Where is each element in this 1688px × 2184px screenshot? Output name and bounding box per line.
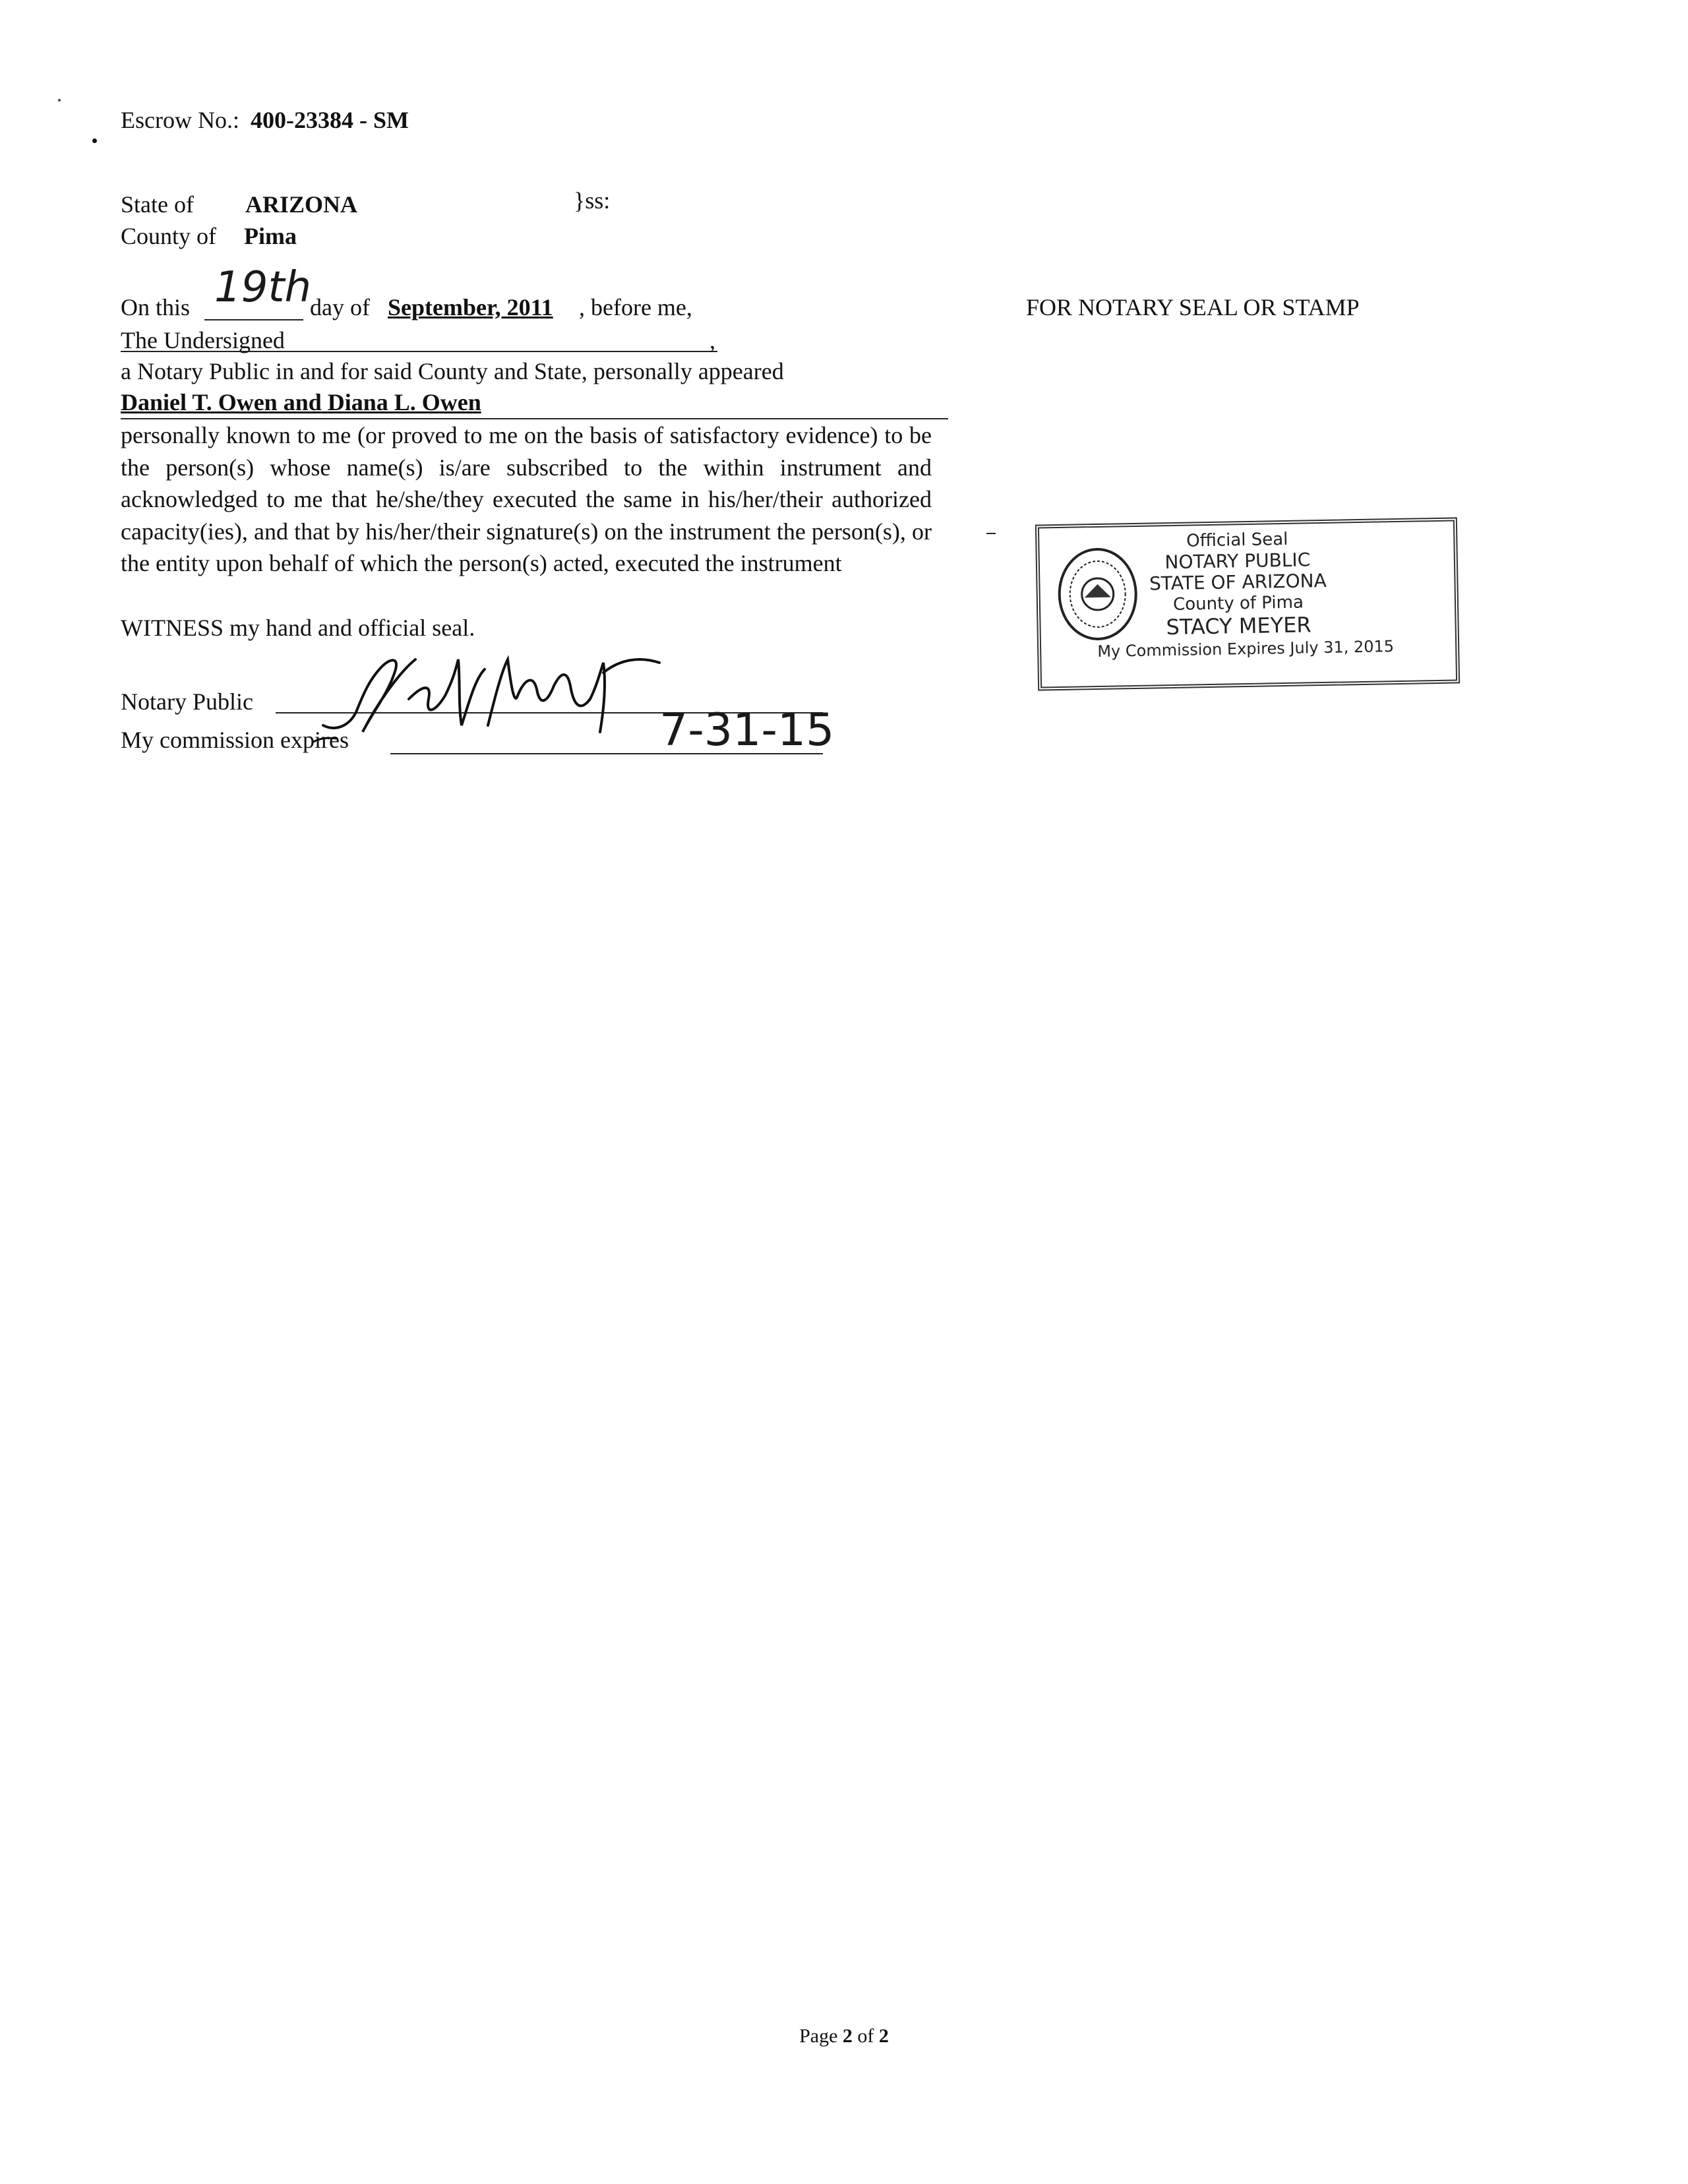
- stamp-line-4: County of Pima: [1172, 592, 1304, 615]
- page-of: of: [857, 2025, 874, 2047]
- commission-date: 7-31-15: [659, 704, 835, 756]
- page-label: Page: [799, 2025, 838, 2047]
- county-label: County of: [121, 223, 217, 249]
- stamp-line-3: STATE OF ARIZONA: [1149, 569, 1327, 595]
- stamp-line-1: Official Seal: [1186, 529, 1288, 551]
- officer-underline: [121, 351, 717, 352]
- commission-label: My commission expires: [121, 727, 349, 753]
- signers-names: Daniel T. Owen and Diana L. Owen: [121, 389, 481, 415]
- escrow-header: [121, 106, 409, 135]
- page-total: 2: [878, 2025, 889, 2047]
- notary-line: a Notary Public in and for said County and State, personally appeared: [121, 358, 784, 384]
- state-value: ARIZONA: [245, 191, 358, 218]
- scan-speck: [92, 138, 97, 143]
- seal-area-label: FOR NOTARY SEAL OR STAMP: [1026, 294, 1360, 320]
- stamp-line-2: NOTARY PUBLIC: [1164, 549, 1311, 574]
- stamp-line-6: My Commission Expires July 31, 2015: [1097, 637, 1395, 661]
- acknowledgment-body: personally known to me (or proved to me on the basis of satisfactory evidence) to be the person(s) whose name(s) is/are subscribed to the within instrument and acknowledged to me that he/she/they executed the same in his/her/their authorized capacity(ies), and that by his/her/their signature(s) on the instrument the person(s), or the entity upon behalf of which the person(s) acted, executed the instrument: [121, 422, 932, 577]
- day-underline: [204, 319, 303, 320]
- page-current: 2: [842, 2025, 853, 2047]
- day-of-label: day of: [310, 294, 370, 320]
- notary-stamp: [1035, 517, 1460, 690]
- day-handwritten: 19th: [214, 263, 312, 312]
- county-value: Pima: [244, 223, 297, 249]
- page-number: [0, 2024, 1688, 2048]
- ss-mark: }ss:: [574, 187, 611, 214]
- stamp-mark: [986, 533, 996, 534]
- escrow-number: 400-23384 - SM: [250, 107, 409, 133]
- stamp-line-5: STACY MEYER: [1166, 612, 1311, 640]
- escrow-label: Escrow No.:: [121, 107, 239, 133]
- officer-comma: ,: [709, 327, 715, 353]
- scan-speck: [58, 99, 61, 102]
- notary-signature: [310, 633, 666, 752]
- witness-line: WITNESS my hand and official seal.: [121, 615, 475, 641]
- officer-name: The Undersigned: [121, 327, 285, 353]
- notary-public-label: Notary Public: [121, 688, 253, 715]
- on-this-label: On this: [121, 294, 191, 320]
- date-value: September, 2011: [388, 294, 553, 320]
- before-me-label: , before me,: [579, 294, 692, 320]
- state-label: State of: [121, 191, 194, 218]
